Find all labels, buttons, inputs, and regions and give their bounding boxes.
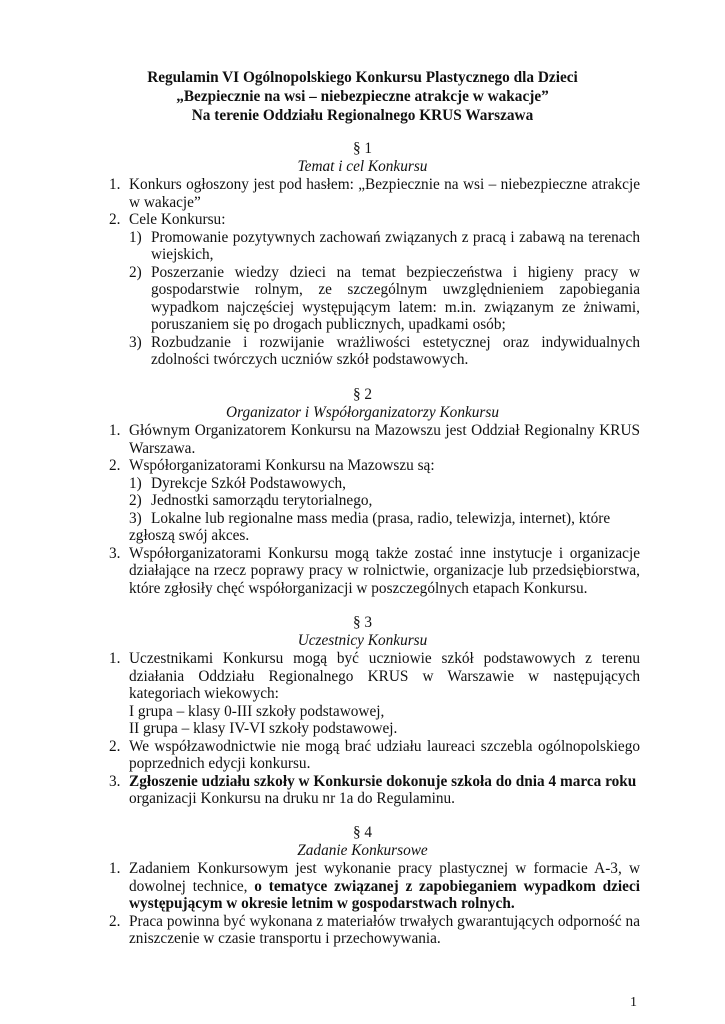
item-number: 2. <box>109 457 121 474</box>
sub-item-number: 1) <box>129 228 142 246</box>
item-number: 1. <box>109 650 121 667</box>
sub-item-number: 3) <box>129 509 142 527</box>
sub-item-number: 3) <box>129 333 142 351</box>
section-name: Zadanie Konkursowe <box>297 842 428 859</box>
item-number: 2. <box>109 211 121 228</box>
sub-item <box>129 264 640 334</box>
item-text: organizacji Konkursu na druku nr 1a do Regulaminu. <box>129 790 455 807</box>
sub-item-text: Promowanie pozytywnych zachowań związanych z pracą i zabawą na terenach wiejskich, <box>151 228 640 263</box>
item-text: Współorganizatorami Konkursu mogą także zostać inne instytucje i organizacje działające na rzecz poprawy pracy w rolnictwie, organizacje lub przedsiębiorstwa, które zgłosiły chęć współorganizacji w poszczególnych etapach Konkursu. <box>129 544 640 597</box>
list-item <box>109 211 640 369</box>
section-1-heading <box>0 140 725 176</box>
list-item <box>109 545 640 598</box>
item-number: 3. <box>109 772 121 790</box>
title-line-1: Regulamin VI Ogólnopolskiego Konkursu Plastycznego dla Dzieci <box>147 69 578 86</box>
sub-item-number: 1) <box>129 474 142 492</box>
sub-item <box>129 334 640 369</box>
item-number: 2. <box>109 737 121 755</box>
section-number: § 3 <box>352 614 373 631</box>
item-text: Uczestnikami Konkursu mogą być uczniowie szkół podstawowych z terenu działania Oddziału Regionalnego KRUS w Warszawie w następujących kategoriach wiekowych: <box>129 650 640 702</box>
item-number: 1. <box>109 860 121 877</box>
item-number: 2. <box>109 912 121 930</box>
list-item <box>109 176 640 211</box>
sub-item-text: Lokalne lub regionalne mass media (prasa, radio, telewizja, internet), które <box>151 509 611 527</box>
list-item <box>109 422 640 457</box>
section-3-list <box>109 650 640 808</box>
sub-item-number: 2) <box>129 492 142 509</box>
section-2-list <box>109 422 640 597</box>
sub-item-number: 2) <box>129 263 142 281</box>
section-3-heading <box>0 614 725 650</box>
section-name: Uczestnicy Konkursu <box>297 632 428 649</box>
section-4-heading <box>0 824 725 860</box>
section-number: § 2 <box>352 386 373 403</box>
document-title <box>0 68 725 125</box>
sub-item-continuation: zgłoszą swój akces. <box>129 527 250 544</box>
sub-item <box>129 510 640 528</box>
section-name: Temat i cel Konkursu <box>297 158 428 175</box>
sub-item <box>129 475 640 493</box>
sub-item <box>129 492 640 510</box>
list-item <box>109 457 640 545</box>
section-1-list <box>109 176 640 369</box>
item-text: Cele Konkursu: <box>129 211 226 228</box>
title-line-2: „Bezpiecznie na wsi – niebezpieczne atrakcje w wakacje” <box>176 88 549 105</box>
page-number: 1 <box>630 995 637 1010</box>
section-name: Organizator i Współorganizatorzy Konkursu <box>226 404 499 421</box>
title-line-3: Na terenie Oddziału Regionalnego KRUS Warszawa <box>191 107 534 124</box>
item-number: 1. <box>109 422 121 439</box>
list-item <box>109 860 640 913</box>
item-number: 1. <box>109 176 121 193</box>
section-number: § 1 <box>352 140 373 157</box>
item-text: Współorganizatorami Konkursu na Mazowszu są: <box>129 457 435 474</box>
list-item <box>109 913 640 948</box>
item-text: Praca powinna być wykonana z materiałów trwałych gwarantujących odporność na zniszczenie w czasie transportu i przechowywania. <box>129 912 640 947</box>
sub-item-text: Jednostki samorządu terytorialnego, <box>151 492 373 509</box>
section-4-list <box>109 860 640 948</box>
sub-item-text: Poszerzanie wiedzy dzieci na temat bezpieczeństwa i higieny pracy w gospodarstwie rolnym, ze szczególnym uwzględnieniem zapobiegania wypadkom najczęściej występującym latem: m.in. związanym ze żniwami, poruszaniem się po drogach publicznych, upadkami osób; <box>151 263 640 333</box>
item-text: Głównym Organizatorem Konkursu na Mazowszu jest Oddział Regionalny KRUS Warszawa. <box>129 422 640 457</box>
item-text: We współzawodnictwie nie mogą brać udziału laureaci szczebla ogólnopolskiego poprzednich edycji konkursu. <box>129 737 640 772</box>
sub-item <box>129 229 640 264</box>
item-number: 3. <box>109 544 121 562</box>
list-item <box>109 773 640 808</box>
section-2-heading <box>0 386 725 422</box>
sub-item-text: Dyrekcje Szkół Podstawowych, <box>151 474 346 492</box>
list-item <box>109 650 640 738</box>
section-number: § 4 <box>352 824 373 841</box>
item-text-bold: o tematyce związanej z zapobieganiem wypadkom dzieci występującym w okresie letnim w gospodarstwach rolnych. <box>129 877 640 912</box>
item-text: Zadaniem Konkursowym jest wykonanie pracy plastycznej w formacie A-3, w dowolnej technice, <box>129 860 640 895</box>
sub-item-text: Rozbudzanie i rozwijanie wrażliwości estetycznej oraz indywidualnych zdolności twórczych uczniów szkół podstawowych. <box>151 333 640 368</box>
item-text-bold: Zgłoszenie udziału szkoły w Konkursie dokonuje szkoła do dnia 4 marca roku <box>129 772 637 790</box>
age-group-1: I grupa – klasy 0-III szkoły podstawowej, <box>129 702 385 720</box>
item-text: Konkurs ogłoszony jest pod hasłem: „Bezpiecznie na wsi – niebezpieczne atrakcje w wakacje” <box>129 176 640 211</box>
list-item <box>109 738 640 773</box>
age-group-2: II grupa – klasy IV-VI szkoły podstawowej. <box>129 720 398 737</box>
